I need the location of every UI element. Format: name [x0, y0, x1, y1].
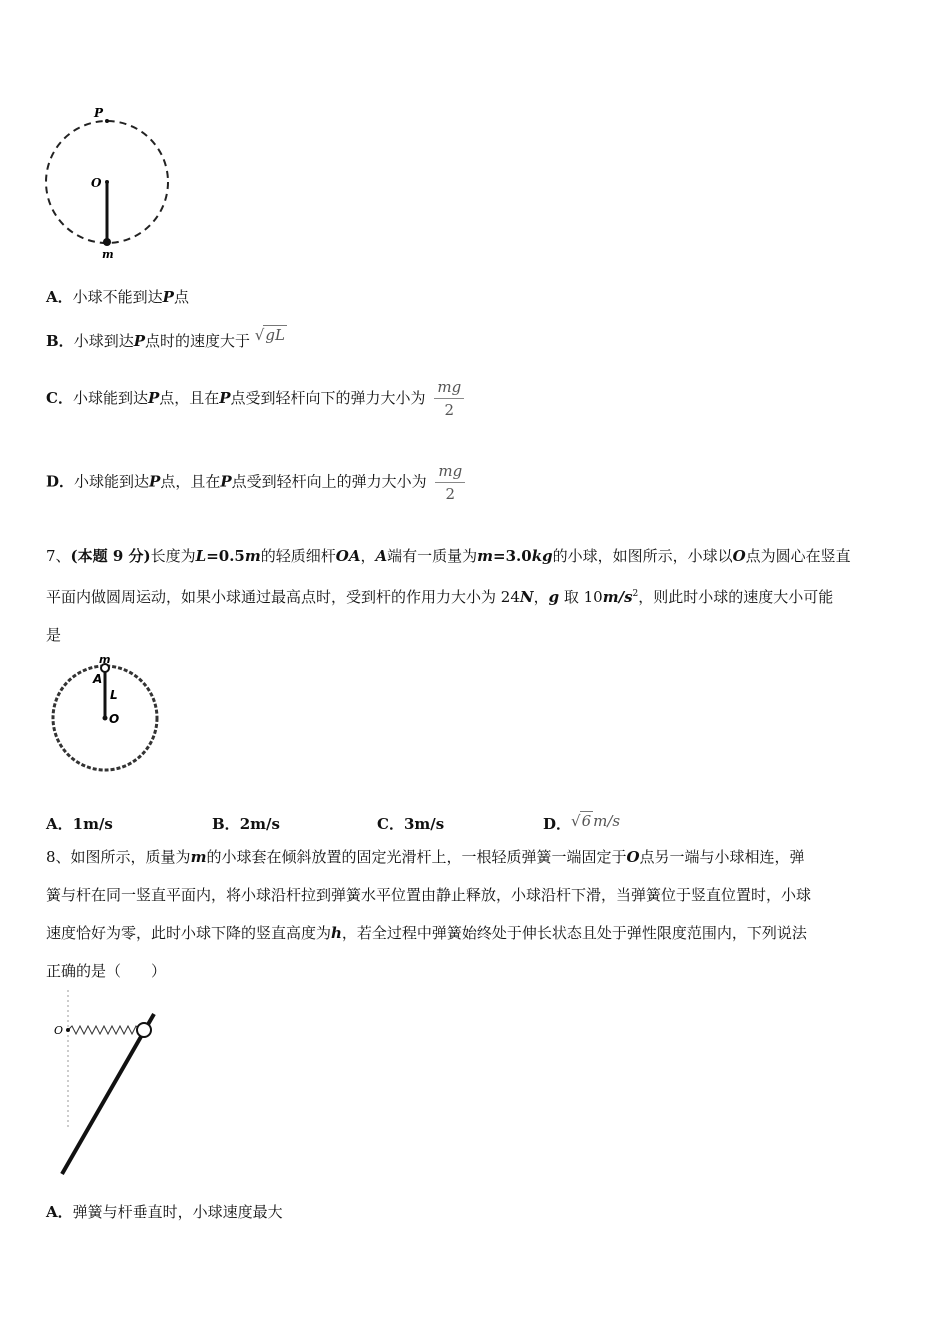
q8-option-a: A．弹簧与杆垂直时，小球速度最大 [46, 1203, 283, 1221]
q8-line-1: 8、如图所示，质量为m的小球套在倾斜放置的固定光滑杆上，一根轻质弹簧一端固定于O点另一端与小球相连，弹 [46, 848, 805, 866]
fixed-point [66, 1028, 70, 1032]
label-l: L [110, 688, 118, 702]
q7-stem [46, 537, 908, 654]
q7-option-c: C．3m/s [377, 815, 445, 833]
ball [103, 238, 111, 246]
q7-line-2: 平面内做圆周运动，如果小球通过最高点时，受到杆的作用力大小为 24N，g 取 $10m/s^2$，则此时小球的速度大小可能 [46, 588, 834, 606]
q8-line-3: 速度恰好为零，此时小球下降的竖直高度为h，若全过程中弹簧始终处于伸长状态且处于弹性限度范围内，下列说法 [46, 924, 807, 942]
q8-stem [46, 838, 908, 990]
label-a: A [93, 672, 103, 686]
q6-option-d: D．小球能到达P点，且在P点受到轻杆向上的弹力大小为 $\frac{mg}{2}$ [46, 462, 465, 503]
q7-line-3: 是 [46, 626, 62, 644]
circle-motion-figure-q7 [46, 652, 166, 774]
label-m: m [99, 653, 111, 666]
q7-option-d: D．√6 m/s [543, 812, 621, 833]
q6-option-b: B．小球到达P点时的速度大于 √gL [46, 326, 285, 350]
q7-option-b: B．2m/s [212, 815, 280, 833]
pivot-point [103, 716, 108, 721]
label-o: O [109, 712, 120, 726]
q6-option-a: A．小球不能到达P点 [46, 288, 189, 306]
q8-line-2: 簧与杆在同一竖直平面内，将小球沿杆拉到弹簧水平位置由静止释放，小球沿杆下滑，当弹簧位于竖直位置时，小球 [46, 886, 812, 904]
label-o: O [91, 176, 102, 190]
pivot-point [105, 180, 109, 184]
spring-rod-figure-q8 [48, 988, 163, 1180]
sqrt-gl: √gL [254, 326, 285, 344]
q7-option-a: A．1m/s [46, 815, 113, 833]
q8-line-4: 正确的是（ ） [46, 962, 167, 980]
inclined-rod [62, 1014, 154, 1174]
spring [68, 1026, 140, 1034]
ball [137, 1023, 151, 1037]
top-point [105, 119, 109, 123]
label-p: P [94, 106, 104, 120]
q6-option-c: C．小球能到达P点，且在P点受到轻杆向下的弹力大小为 $\frac{mg}{2}$ [46, 378, 464, 419]
q7-line-1: 7、(本题 9 分)长度为L=0.5m的轻质细杆OA，A端有一质量为m=3.0kg的小球，如图所示，小球以O点为圆心在竖直 [46, 547, 851, 565]
label-m: m [102, 248, 114, 261]
label-o: O [54, 1024, 64, 1037]
circle-motion-figure-q6 [40, 102, 175, 262]
fraction-mg-over-2: $\frac{mg}{2}$ [435, 462, 465, 503]
fraction-mg-over-2: $\frac{mg}{2}$ [434, 378, 464, 419]
